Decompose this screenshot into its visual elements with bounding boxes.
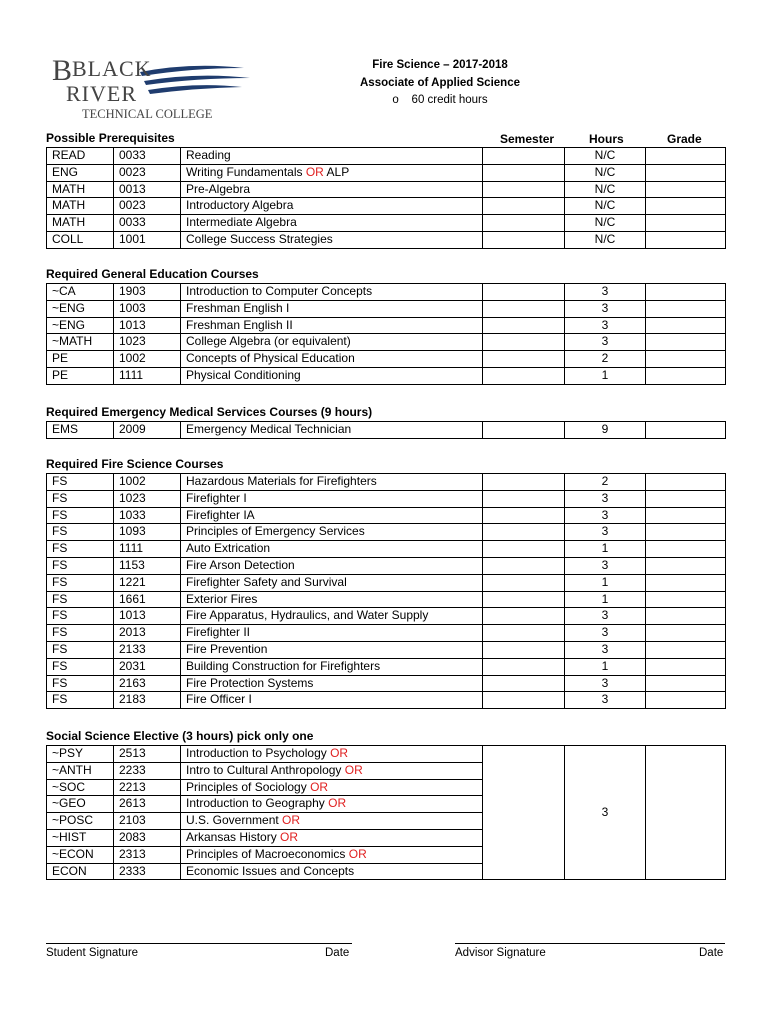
advisor-signature-label: Advisor Signature bbox=[455, 947, 546, 959]
bullet-icon: o bbox=[392, 94, 399, 106]
course-title bbox=[181, 829, 483, 846]
or-label: OR bbox=[280, 829, 299, 844]
grade-cell bbox=[646, 422, 726, 439]
hours-cell: 3 bbox=[565, 317, 646, 334]
course-number: 1003 bbox=[114, 300, 181, 317]
semester-cell bbox=[483, 231, 565, 248]
course-number: 0023 bbox=[114, 164, 181, 181]
grade-cell bbox=[646, 692, 726, 709]
course-title-text: College Algebra (or equivalent) bbox=[186, 334, 351, 349]
course-prefix: ECON bbox=[47, 863, 114, 880]
course-title bbox=[181, 198, 483, 215]
course-title-text: Writing Fundamentals bbox=[186, 164, 303, 179]
grade-cell bbox=[646, 181, 726, 198]
semester-cell bbox=[483, 557, 565, 574]
course-row bbox=[47, 692, 726, 709]
hours-cell: 1 bbox=[565, 658, 646, 675]
course-title bbox=[181, 574, 483, 591]
course-title bbox=[181, 658, 483, 675]
course-title-text: Intro to Cultural Anthropology bbox=[186, 762, 342, 777]
advisor-date-label: Date bbox=[699, 947, 724, 959]
course-number: 2333 bbox=[114, 863, 181, 880]
course-title-text: College Success Strategies bbox=[186, 231, 333, 246]
course-title-text: Principles of Macroeconomics bbox=[186, 846, 346, 861]
semester-cell bbox=[483, 367, 565, 384]
course-prefix: FS bbox=[47, 591, 114, 608]
course-title bbox=[181, 641, 483, 658]
course-prefix: FS bbox=[47, 692, 114, 709]
program-title: Fire Science – 2017-2018 bbox=[372, 59, 508, 71]
hours-cell: N/C bbox=[565, 148, 646, 165]
course-title-text: Introduction to Computer Concepts bbox=[186, 284, 373, 298]
course-row bbox=[47, 215, 726, 232]
course-prefix: ~ECON bbox=[47, 846, 114, 863]
course-prefix: FS bbox=[47, 490, 114, 507]
course-title-text: Principles of Emergency Services bbox=[186, 524, 365, 539]
hours-cell: 3 bbox=[565, 641, 646, 658]
course-number: 1001 bbox=[114, 231, 181, 248]
semester-cell bbox=[483, 422, 565, 439]
course-title-text: Auto Extrication bbox=[186, 541, 271, 556]
semester-cell bbox=[483, 334, 565, 351]
hours-cell: 3 bbox=[565, 557, 646, 574]
course-number: 2613 bbox=[114, 796, 181, 813]
logo-line1: BLACK bbox=[72, 56, 152, 81]
course-prefix: FS bbox=[47, 557, 114, 574]
hours-header: Hours bbox=[589, 132, 624, 146]
grade-cell bbox=[646, 215, 726, 232]
course-title-text: Firefighter II bbox=[186, 625, 251, 640]
hours-cell: 3 bbox=[565, 524, 646, 541]
grade-cell bbox=[646, 284, 726, 301]
course-prefix: ENG bbox=[47, 164, 114, 181]
grade-cell bbox=[646, 524, 726, 541]
semester-cell bbox=[483, 658, 565, 675]
semester-cell bbox=[483, 625, 565, 642]
course-prefix: ~SOC bbox=[47, 779, 114, 796]
student-date-label: Date bbox=[325, 947, 350, 959]
course-number: 1002 bbox=[114, 474, 181, 491]
course-row bbox=[47, 474, 726, 491]
ems-table bbox=[46, 421, 726, 439]
grade-cell bbox=[646, 490, 726, 507]
logo-swoosh-2 bbox=[144, 76, 250, 85]
course-number: 0033 bbox=[114, 215, 181, 232]
course-title bbox=[181, 846, 483, 863]
course-number: 1093 bbox=[114, 524, 181, 541]
hours-cell: 9 bbox=[565, 422, 646, 439]
course-prefix: FS bbox=[47, 625, 114, 642]
course-title bbox=[181, 692, 483, 709]
course-prefix: FS bbox=[47, 507, 114, 524]
course-number: 2513 bbox=[114, 746, 181, 763]
course-row bbox=[47, 591, 726, 608]
course-prefix: ~MATH bbox=[47, 334, 114, 351]
grade-cell bbox=[646, 317, 726, 334]
hours-cell: 3 bbox=[565, 625, 646, 642]
or-label: OR bbox=[310, 779, 329, 794]
grade-cell bbox=[646, 658, 726, 675]
course-number: 1153 bbox=[114, 557, 181, 574]
credit-hours: 60 credit hours bbox=[411, 94, 488, 106]
course-number: 2103 bbox=[114, 813, 181, 830]
course-prefix: MATH bbox=[47, 181, 114, 198]
course-number: 1111 bbox=[114, 541, 181, 558]
course-row bbox=[47, 490, 726, 507]
course-row bbox=[47, 351, 726, 368]
logo-line2: RIVER bbox=[66, 81, 137, 106]
course-prefix: ~HIST bbox=[47, 829, 114, 846]
course-title-text: Introduction to Geography bbox=[186, 796, 325, 811]
course-title bbox=[181, 164, 483, 181]
hours-cell: 3 bbox=[565, 746, 646, 880]
hours-cell: 1 bbox=[565, 574, 646, 591]
course-number: 2133 bbox=[114, 641, 181, 658]
course-title bbox=[181, 334, 483, 351]
course-title-text: Introduction to Psychology bbox=[186, 746, 327, 760]
course-title-text: Freshman English I bbox=[186, 300, 290, 315]
semester-cell bbox=[483, 541, 565, 558]
semester-cell bbox=[483, 215, 565, 232]
course-title bbox=[181, 474, 483, 491]
course-title-text: Introductory Algebra bbox=[186, 198, 294, 213]
course-title bbox=[181, 625, 483, 642]
course-row bbox=[47, 198, 726, 215]
semester-cell bbox=[483, 164, 565, 181]
hours-cell: N/C bbox=[565, 231, 646, 248]
or-label: OR bbox=[328, 796, 347, 811]
course-row bbox=[47, 231, 726, 248]
semester-cell bbox=[483, 507, 565, 524]
course-title-text: Intermediate Algebra bbox=[186, 215, 297, 230]
hours-cell: 3 bbox=[565, 284, 646, 301]
course-row bbox=[47, 675, 726, 692]
course-title bbox=[181, 284, 483, 301]
course-prefix: ~ENG bbox=[47, 300, 114, 317]
course-title bbox=[181, 608, 483, 625]
course-number: 1111 bbox=[114, 367, 181, 384]
course-title-text: Fire Apparatus, Hydraulics, and Water Supply bbox=[186, 608, 429, 623]
course-title bbox=[181, 796, 483, 813]
course-title bbox=[181, 231, 483, 248]
grade-cell bbox=[646, 625, 726, 642]
course-prefix: FS bbox=[47, 541, 114, 558]
semester-cell bbox=[483, 692, 565, 709]
grade-header: Grade bbox=[667, 132, 702, 146]
course-row bbox=[47, 334, 726, 351]
hours-cell: 3 bbox=[565, 507, 646, 524]
social-heading: Social Science Elective (3 hours) pick only one bbox=[46, 729, 314, 743]
course-title bbox=[181, 215, 483, 232]
course-prefix: ~GEO bbox=[47, 796, 114, 813]
course-row bbox=[47, 300, 726, 317]
hours-cell: 3 bbox=[565, 490, 646, 507]
course-number: 1013 bbox=[114, 608, 181, 625]
course-row bbox=[47, 284, 726, 301]
prereq-table bbox=[46, 147, 726, 249]
course-title bbox=[181, 148, 483, 165]
course-prefix: ~PSY bbox=[47, 746, 114, 763]
college-logo bbox=[52, 54, 252, 122]
gened-heading: Required General Education Courses bbox=[46, 267, 259, 281]
course-row bbox=[47, 641, 726, 658]
course-number: 2213 bbox=[114, 779, 181, 796]
logo-graphic bbox=[52, 54, 252, 122]
course-title-text: Fire Officer I bbox=[186, 692, 252, 707]
course-row bbox=[47, 524, 726, 541]
student-signature-line[interactable] bbox=[46, 943, 352, 944]
course-title bbox=[181, 524, 483, 541]
semester-cell bbox=[483, 148, 565, 165]
student-signature-label: Student Signature bbox=[46, 947, 139, 959]
course-title-alt: ALP bbox=[323, 164, 350, 179]
ems-heading: Required Emergency Medical Services Courses (9 hours) bbox=[46, 405, 373, 419]
logo-b-letter: B bbox=[52, 54, 73, 87]
semester-cell bbox=[483, 300, 565, 317]
semester-cell bbox=[483, 351, 565, 368]
course-title-text: Exterior Fires bbox=[186, 591, 258, 606]
course-row bbox=[47, 574, 726, 591]
semester-cell bbox=[483, 641, 565, 658]
grade-cell bbox=[646, 198, 726, 215]
hours-cell: 3 bbox=[565, 692, 646, 709]
course-prefix: MATH bbox=[47, 215, 114, 232]
grade-cell bbox=[646, 164, 726, 181]
course-prefix: FS bbox=[47, 675, 114, 692]
course-number: 0013 bbox=[114, 181, 181, 198]
course-prefix: COLL bbox=[47, 231, 114, 248]
course-title bbox=[181, 367, 483, 384]
course-title-text: Economic Issues and Concepts bbox=[186, 863, 355, 878]
course-row bbox=[47, 148, 726, 165]
course-row bbox=[47, 557, 726, 574]
course-number: 1033 bbox=[114, 507, 181, 524]
course-title bbox=[181, 746, 483, 763]
fs-table bbox=[46, 473, 726, 709]
course-title-text: Arkansas History bbox=[186, 829, 277, 844]
course-prefix: FS bbox=[47, 641, 114, 658]
course-prefix: ~ANTH bbox=[47, 762, 114, 779]
semester-cell bbox=[483, 317, 565, 334]
grade-cell bbox=[646, 746, 726, 880]
course-number: 0033 bbox=[114, 148, 181, 165]
course-title bbox=[181, 863, 483, 880]
course-row bbox=[47, 608, 726, 625]
semester-cell bbox=[483, 591, 565, 608]
grade-cell bbox=[646, 507, 726, 524]
course-title-text: Firefighter Safety and Survival bbox=[186, 574, 347, 589]
course-title-text: Emergency Medical Technician bbox=[186, 422, 352, 436]
course-row bbox=[47, 541, 726, 558]
course-row bbox=[47, 422, 726, 439]
grade-cell bbox=[646, 367, 726, 384]
grade-cell bbox=[646, 351, 726, 368]
social-table bbox=[46, 745, 726, 880]
hours-cell: N/C bbox=[565, 215, 646, 232]
course-row bbox=[47, 507, 726, 524]
advisor-signature-line[interactable] bbox=[455, 943, 725, 944]
logo-line3: TECHNICAL COLLEGE bbox=[82, 107, 213, 121]
hours-cell: 3 bbox=[565, 608, 646, 625]
course-title-text: Building Construction for Firefighters bbox=[186, 658, 381, 673]
course-number: 1903 bbox=[114, 284, 181, 301]
course-title bbox=[181, 181, 483, 198]
course-title-text: Hazardous Materials for Firefighters bbox=[186, 474, 377, 488]
hours-cell: 3 bbox=[565, 334, 646, 351]
grade-cell bbox=[646, 591, 726, 608]
grade-cell bbox=[646, 334, 726, 351]
course-prefix: FS bbox=[47, 524, 114, 541]
course-prefix: PE bbox=[47, 367, 114, 384]
grade-cell bbox=[646, 231, 726, 248]
course-title bbox=[181, 541, 483, 558]
course-row bbox=[47, 367, 726, 384]
semester-cell bbox=[483, 474, 565, 491]
semester-cell bbox=[483, 608, 565, 625]
grade-cell bbox=[646, 557, 726, 574]
course-title-text: Physical Conditioning bbox=[186, 367, 301, 382]
hours-cell: 2 bbox=[565, 351, 646, 368]
course-prefix: ~POSC bbox=[47, 813, 114, 830]
course-prefix: ~ENG bbox=[47, 317, 114, 334]
semester-cell bbox=[483, 198, 565, 215]
course-number: 2233 bbox=[114, 762, 181, 779]
course-title-text: Fire Arson Detection bbox=[186, 557, 295, 572]
prereq-heading: Possible Prerequisites bbox=[46, 131, 175, 145]
course-row bbox=[47, 181, 726, 198]
hours-cell: 3 bbox=[565, 300, 646, 317]
course-prefix: EMS bbox=[47, 422, 114, 439]
course-prefix: MATH bbox=[47, 198, 114, 215]
or-label: OR bbox=[282, 813, 301, 828]
course-prefix: FS bbox=[47, 658, 114, 675]
hours-cell: 1 bbox=[565, 367, 646, 384]
or-label: OR bbox=[330, 746, 349, 760]
course-title-text: U.S. Government bbox=[186, 813, 279, 828]
course-prefix: FS bbox=[47, 574, 114, 591]
course-title bbox=[181, 317, 483, 334]
course-prefix: ~CA bbox=[47, 284, 114, 301]
course-number: 1002 bbox=[114, 351, 181, 368]
course-prefix: READ bbox=[47, 148, 114, 165]
course-title-text: Freshman English II bbox=[186, 317, 293, 332]
course-title-text: Concepts of Physical Education bbox=[186, 351, 355, 366]
hours-cell: 3 bbox=[565, 675, 646, 692]
course-row bbox=[47, 164, 726, 181]
semester-header: Semester bbox=[500, 132, 555, 146]
course-number: 2009 bbox=[114, 422, 181, 439]
course-number: 1221 bbox=[114, 574, 181, 591]
course-title-text: Pre-Algebra bbox=[186, 181, 251, 196]
course-title bbox=[181, 300, 483, 317]
course-number: 2013 bbox=[114, 625, 181, 642]
degree-title: Associate of Applied Science bbox=[360, 77, 520, 89]
course-number: 2031 bbox=[114, 658, 181, 675]
or-label: OR bbox=[348, 846, 367, 861]
course-title bbox=[181, 490, 483, 507]
hours-cell: N/C bbox=[565, 181, 646, 198]
course-prefix: FS bbox=[47, 608, 114, 625]
course-title bbox=[181, 779, 483, 796]
hours-cell: N/C bbox=[565, 164, 646, 181]
course-prefix: FS bbox=[47, 474, 114, 491]
course-title bbox=[181, 351, 483, 368]
course-title-text: Principles of Sociology bbox=[186, 779, 307, 794]
course-number: 1661 bbox=[114, 591, 181, 608]
course-title-text: Fire Protection Systems bbox=[186, 675, 314, 690]
course-title bbox=[181, 591, 483, 608]
hours-cell: 2 bbox=[565, 474, 646, 491]
course-number: 2163 bbox=[114, 675, 181, 692]
grade-cell bbox=[646, 641, 726, 658]
course-number: 2183 bbox=[114, 692, 181, 709]
gened-table bbox=[46, 283, 726, 385]
semester-cell bbox=[483, 284, 565, 301]
course-number: 1023 bbox=[114, 490, 181, 507]
grade-cell bbox=[646, 608, 726, 625]
semester-cell bbox=[483, 746, 565, 880]
semester-cell bbox=[483, 181, 565, 198]
course-row bbox=[47, 317, 726, 334]
logo-swoosh-1 bbox=[140, 66, 244, 76]
or-label: OR bbox=[344, 762, 363, 777]
course-number: 2083 bbox=[114, 829, 181, 846]
hours-cell: 1 bbox=[565, 591, 646, 608]
course-title-text: Fire Prevention bbox=[186, 641, 268, 656]
course-title bbox=[181, 557, 483, 574]
course-title-text: Reading bbox=[186, 148, 231, 162]
semester-cell bbox=[483, 574, 565, 591]
course-title bbox=[181, 813, 483, 830]
semester-cell bbox=[483, 490, 565, 507]
credit-hours-line bbox=[300, 94, 580, 106]
hours-cell: 1 bbox=[565, 541, 646, 558]
course-title bbox=[181, 507, 483, 524]
course-title bbox=[181, 422, 483, 439]
course-title-text: Firefighter IA bbox=[186, 507, 255, 522]
course-title bbox=[181, 762, 483, 779]
course-number: 1013 bbox=[114, 317, 181, 334]
course-row bbox=[47, 625, 726, 642]
semester-cell bbox=[483, 524, 565, 541]
course-title-text: Firefighter I bbox=[186, 490, 247, 505]
grade-cell bbox=[646, 541, 726, 558]
hours-cell: N/C bbox=[565, 198, 646, 215]
grade-cell bbox=[646, 148, 726, 165]
or-label: OR bbox=[305, 164, 324, 179]
grade-cell bbox=[646, 300, 726, 317]
grade-cell bbox=[646, 474, 726, 491]
course-number: 1023 bbox=[114, 334, 181, 351]
course-prefix: PE bbox=[47, 351, 114, 368]
course-row bbox=[47, 746, 726, 763]
fs-heading: Required Fire Science Courses bbox=[46, 457, 224, 471]
semester-cell bbox=[483, 675, 565, 692]
course-row bbox=[47, 658, 726, 675]
logo-swoosh-3 bbox=[148, 85, 242, 94]
grade-cell bbox=[646, 675, 726, 692]
grade-cell bbox=[646, 574, 726, 591]
course-number: 0023 bbox=[114, 198, 181, 215]
course-number: 2313 bbox=[114, 846, 181, 863]
course-title bbox=[181, 675, 483, 692]
